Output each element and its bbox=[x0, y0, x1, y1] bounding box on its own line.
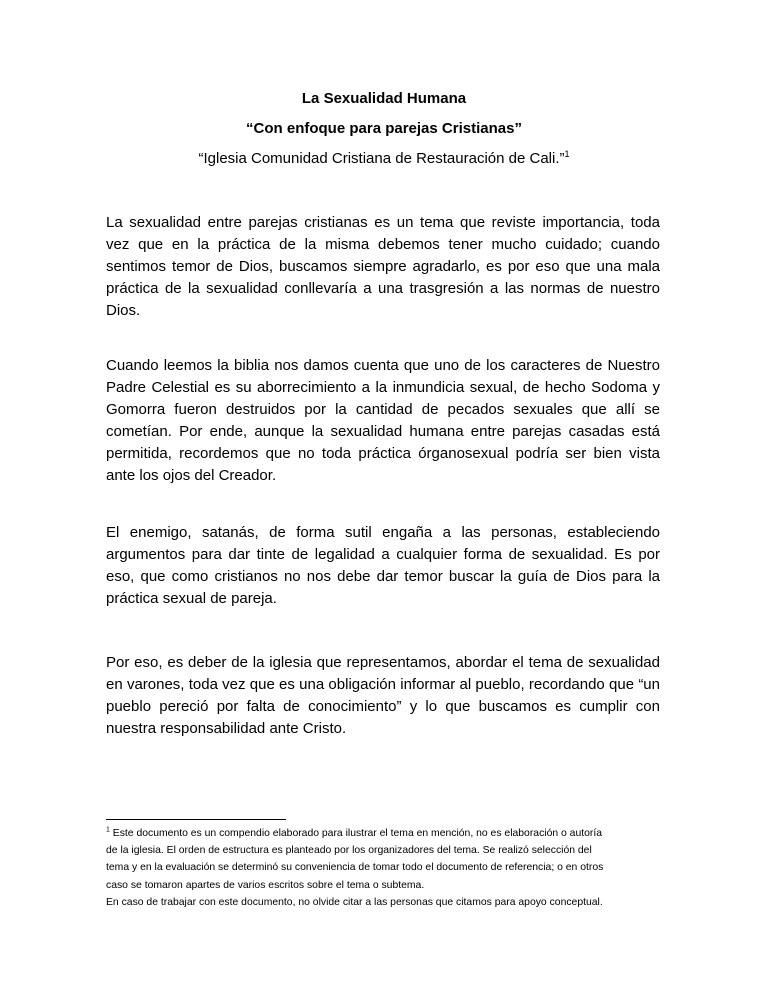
church-name bbox=[0, 150, 768, 168]
footnote-line-2: de la iglesia. El orden de estructura es planteado por los organizadores del tema. Se realizó selección del bbox=[106, 845, 592, 857]
footnote-line-3: tema y en la evaluación se determinó su conveniencia de tomar todo el documento de referencia; o en otros bbox=[106, 862, 604, 874]
document-subtitle: “Con enfoque para parejas Cristianas” bbox=[246, 120, 522, 137]
footnote-text-1: Este documento es un compendio elaborado para ilustrar el tema en mención, no es elaboración o autoría bbox=[112, 828, 603, 839]
footnote-separator bbox=[106, 819, 286, 820]
footnote-reference: 1 bbox=[564, 149, 570, 159]
paragraph-4: Por eso, es deber de la iglesia que representamos, abordar el tema de sexualidad en varones, toda vez que es una obligación informar al pueblo, recordando que “un pueblo pereció por falta de conocimiento” y lo que buscamos es cumplir con nuestra responsabilidad ante Cristo. bbox=[106, 654, 660, 737]
footnote bbox=[106, 825, 666, 911]
footnote-marker: 1 bbox=[106, 826, 110, 834]
paragraph-3: El enemigo, satanás, de forma sutil engaña a las personas, estableciendo argumentos para dar tinte de legalidad a cualquier forma de sexualidad. Es por eso, que como cristianos no nos debe dar temor buscar la guía de Dios para la práctica sexual de pareja. bbox=[106, 524, 660, 607]
paragraph-2: Cuando leemos la biblia nos damos cuenta que uno de los caracteres de Nuestro Padre Celestial es su aborrecimiento a la inmundicia sexual, de hecho Sodoma y Gomorra fueron destruidos por la cantidad de pecados sexuales que allí se cometían. Por ende, aunque la sexualidad humana entre parejas casadas está permitida, recordemos que no toda práctica órganosexual podría ser bien vista ante los ojos del Creador. bbox=[106, 357, 660, 484]
footnote-line-1 bbox=[106, 825, 666, 842]
footnote-line-5: En caso de trabajar con este documento, no olvide citar a las personas que citamos para apoyo conceptual. bbox=[106, 896, 603, 908]
footnote-line-4: caso se tomaron apartes de varios escritos sobre el tema o subtema. bbox=[106, 879, 425, 891]
church-name-text: “Iglesia Comunidad Cristiana de Restauración de Cali.” bbox=[198, 150, 565, 167]
paragraph-1: La sexualidad entre parejas cristianas es un tema que reviste importancia, toda vez que en la práctica de la misma debemos tener mucho cuidado; cuando sentimos temor de Dios, buscamos siempre agradarlo, es por eso que una mala práctica de la sexualidad conllevaría a una trasgresión a las normas de nuestro Dios. bbox=[106, 214, 660, 319]
document-title: La Sexualidad Humana bbox=[301, 90, 467, 107]
